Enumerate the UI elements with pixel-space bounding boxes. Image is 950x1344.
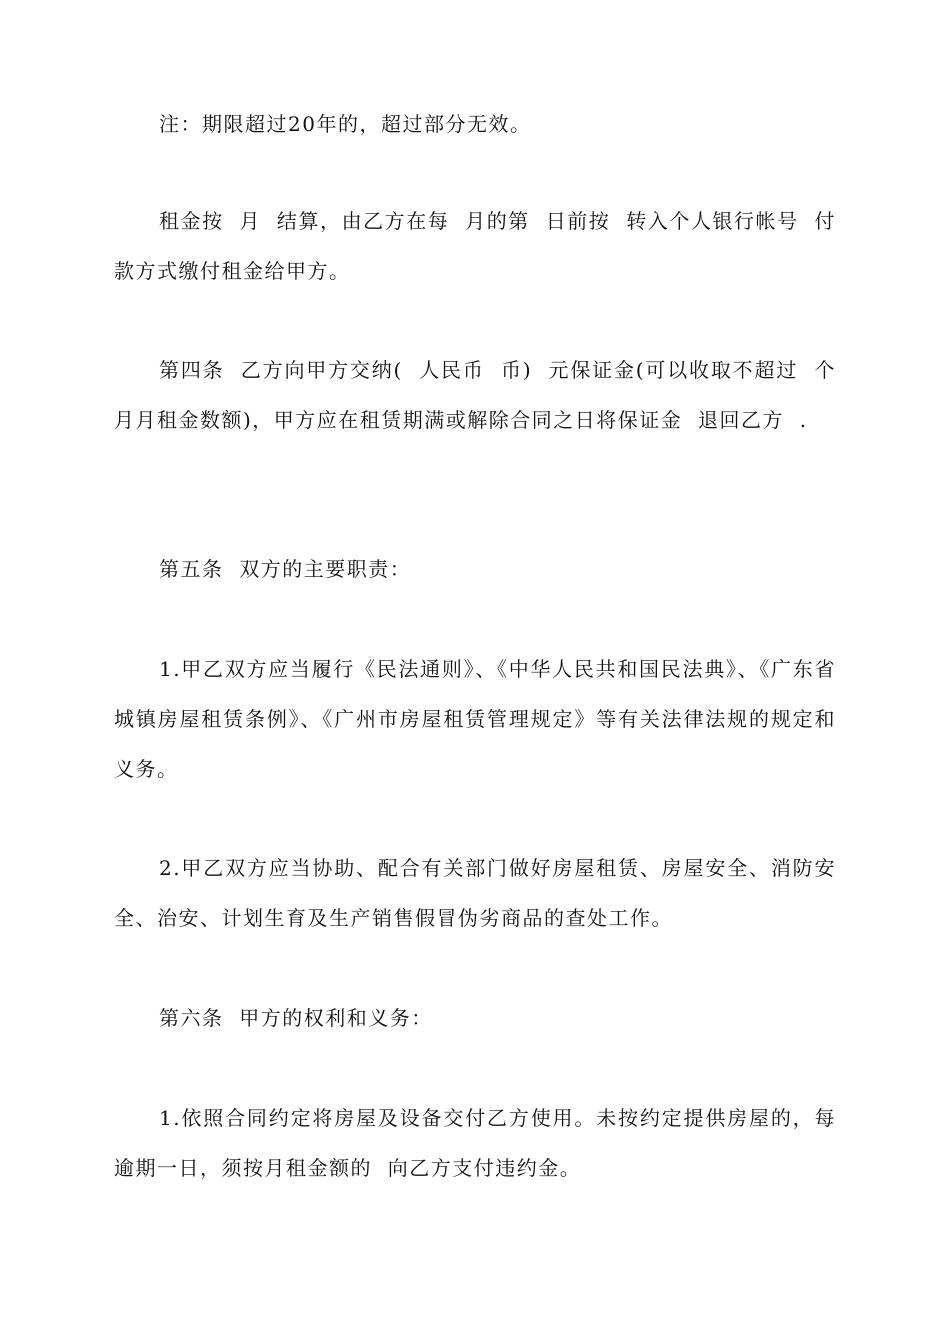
article-5-item-1: 1.甲乙双方应当履行《民法通则》、《中华人民共和国民法典》、《广东省城镇房屋租赁条例》、《广州市房屋租赁管理规定》等有关法律法规的规定和义务。 [114, 657, 836, 781]
article-4-deposit: 第四条 乙方向甲方交纳( 人民币 币) 元保证金(可以收取不超过 个月月租金数额)，甲方应在租赁期满或解除合同之日将保证金 退回乙方 . [114, 358, 836, 432]
article-6-heading: 第六条 甲方的权利和义务： [159, 1006, 433, 1030]
rent-payment-clause: 租金按 月 结算，由乙方在每 月的第 日前按 转入个人银行帐号 付款方式缴付租金给甲方。 [114, 209, 836, 283]
article-5-heading: 第五条 双方的主要职责： [159, 557, 412, 581]
term-limit-note: 注：期限超过20年的，超过部分无效。 [159, 112, 532, 136]
article-5-item-2: 2.甲乙双方应当协助、配合有关部门做好房屋租赁、房屋安全、消防安全、治安、计划生育及生产销售假冒伪劣商品的查处工作。 [114, 856, 836, 930]
article-6-item-1: 1.依照合同约定将房屋及设备交付乙方使用。未按约定提供房屋的，每逾期一日，须按月租金额的 向乙方支付违约金。 [114, 1106, 836, 1180]
